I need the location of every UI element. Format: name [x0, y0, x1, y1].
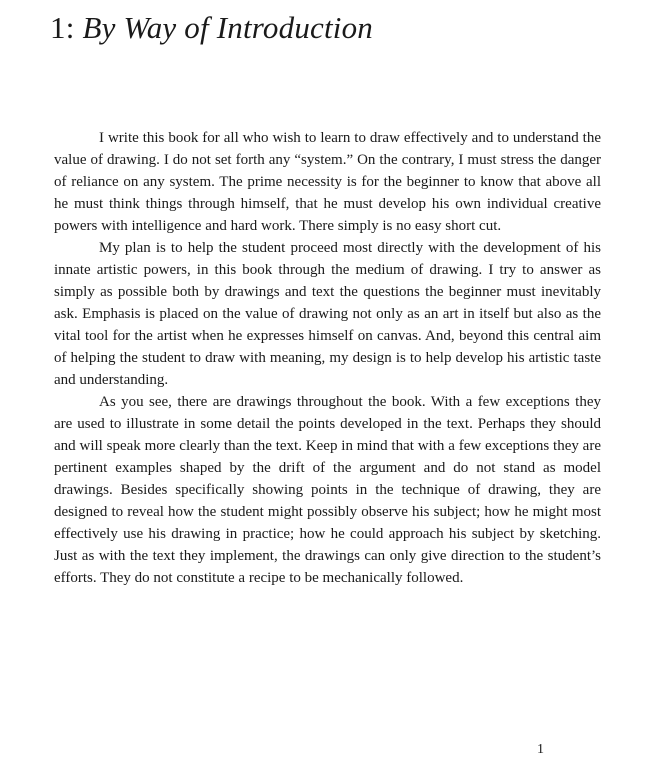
- paragraph-1: I write this book for all who wish to learn to draw effectively and to understand the value of drawing. I do not set forth any “system.” On the contrary, I must stress the danger of reliance on any system. The prime necessity is for the beginner to know that above all he must think things through himself, that he must develop his own individual creative powers with intelligence and hard work. There simply is no easy short cut.: [54, 130, 601, 234]
- paragraph-2: My plan is to help the student proceed most directly with the development of his innate artistic powers, in this book through the medium of drawing. I try to answer as simply as possible both by drawings and text the questions the beginner must inevitably ask. Emphasis is placed on the value of drawing not only as an art in itself but also as the vital tool for the artist when he expresses himself on canvas. And, beyond this central aim of helping the student to draw with meaning, my design is to help develop his artistic taste and understanding.: [54, 240, 601, 388]
- chapter-heading: [50, 6, 373, 50]
- chapter-number: 1:: [50, 10, 75, 45]
- paragraph-3: As you see, there are drawings throughout the book. With a few exceptions they are used to illustrate in some detail the points developed in the text. Perhaps they should and will speak more clearly than the text. Keep in mind that with a few exceptions they are pertinent examples shaped by the drift of the argument and do not stand as model drawings. Besides specifically showing points in the technique of drawing, they are designed to reveal how the student might possibly observe his subject; how he might most effectively use his drawing in practice; how he could approach his subject by sketching. Just as with the text they implement, the drawings can only give direction to the student’s efforts. They do not constitute a recipe to be mechanically followed.: [54, 394, 601, 586]
- chapter-body: [54, 127, 601, 589]
- chapter-title: By Way of Introduction: [82, 10, 373, 45]
- page-number: 1: [537, 742, 544, 757]
